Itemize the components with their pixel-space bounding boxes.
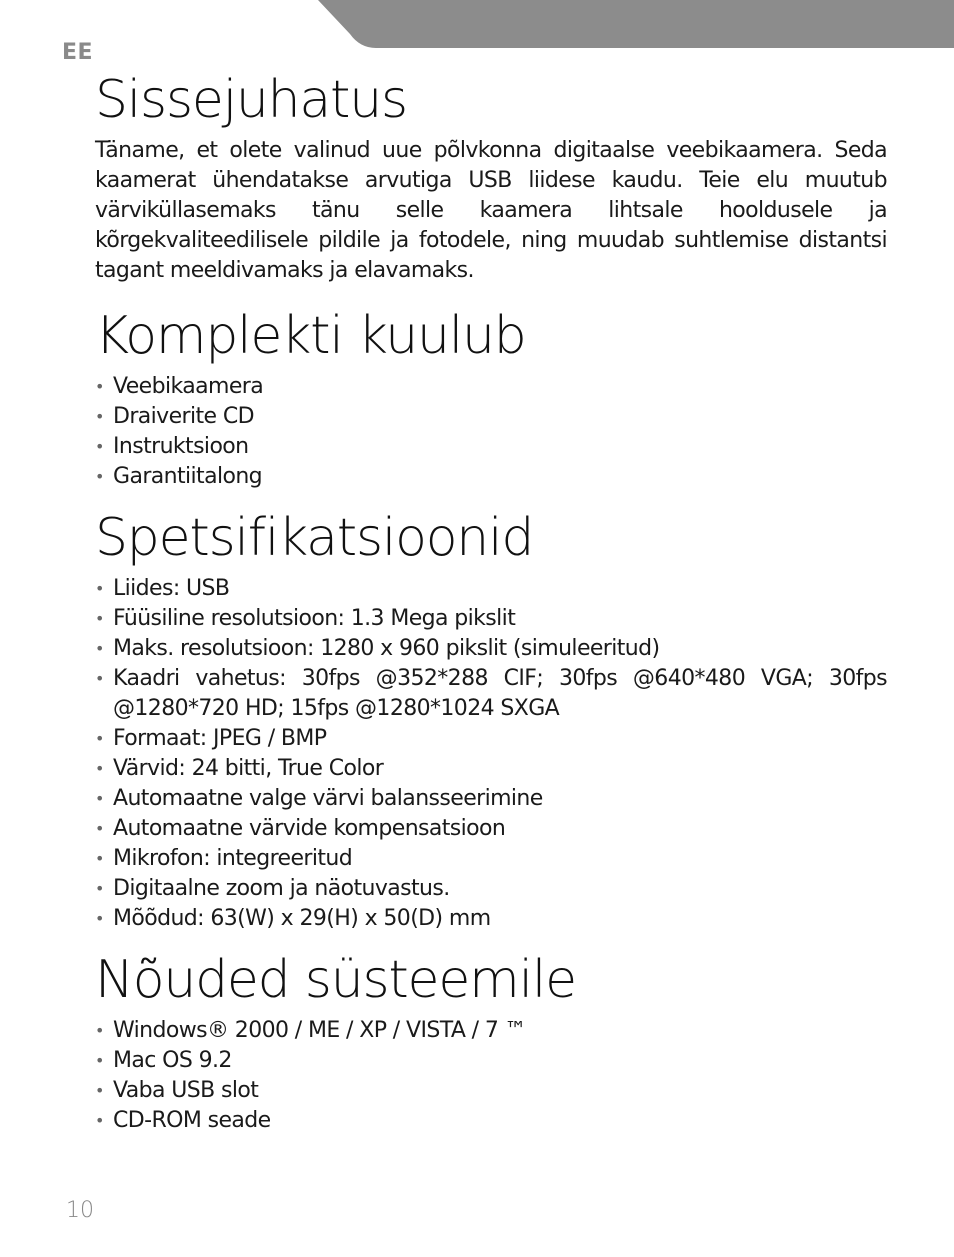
section-specifications <box>95 506 887 934</box>
list-item: • Mac OS 9.2 <box>95 1046 887 1076</box>
list-item: • CD-ROM seade <box>95 1106 887 1136</box>
language-tag: EE <box>62 40 94 65</box>
section-package-contents <box>95 304 887 492</box>
introduction-paragraph: Täname, et olete valinud uue põlvkonna digitaalse veebikaamera. Seda kaamerat ühendatakse arvutiga USB liidese kaudu. Teie elu muutub värviküllasemaks tänu selle kaamera lihtsale hooldusele ja kõrgekvaliteedilisele pildile ja fotodele, ning muudab suhtlemise distantsi tagant meeldivamaks ja elavamaks. <box>95 138 887 283</box>
list-item: • Maks. resolutsioon: 1280 x 960 pikslit (simuleeritud) <box>95 634 887 664</box>
section-introduction <box>95 68 887 286</box>
section-title-package-contents: Komplekti kuulub <box>95 306 526 366</box>
section-title-specifications: Spetsifikatsioonid <box>95 508 534 568</box>
page-number: 10 <box>66 1198 94 1223</box>
document-body <box>95 68 887 1150</box>
list-item: • Windows® 2000 / ME / XP / VISTA / 7 ™ <box>95 1016 887 1046</box>
section-system-requirements <box>95 948 887 1136</box>
list-item: • Instruktsioon <box>95 432 887 462</box>
list-item: • Mikrofon: integreeritud <box>95 844 887 874</box>
list-item: • Kaadri vahetus: 30fps @352*288 CIF; 30fps @640*480 VGA; 30fps @1280*720 HD; 15fps @1280*1024 SXGA <box>95 664 887 724</box>
system-requirements-list <box>95 1016 887 1136</box>
section-title-introduction: Sissejuhatus <box>95 70 407 130</box>
package-contents-list <box>95 372 887 492</box>
list-item: • Formaat: JPEG / BMP <box>95 724 887 754</box>
list-item: • Füüsiline resolutsioon: 1.3 Mega pikslit <box>95 604 887 634</box>
list-item: • Garantiitalong <box>95 462 887 492</box>
list-item: • Liides: USB <box>95 574 887 604</box>
list-item: • Vaba USB slot <box>95 1076 887 1106</box>
list-item: • Digitaalne zoom ja näotuvastus. <box>95 874 887 904</box>
specifications-list <box>95 574 887 934</box>
header-corner-tab <box>0 0 954 48</box>
list-item: • Automaatne valge värvi balansseerimine <box>95 784 887 814</box>
list-item: • Automaatne värvide kompensatsioon <box>95 814 887 844</box>
section-title-system-requirements: Nõuded süsteemile <box>95 950 576 1010</box>
list-item: • Värvid: 24 bitti, True Color <box>95 754 887 784</box>
list-item: • Draiverite CD <box>95 402 887 432</box>
list-item: • Mõõdud: 63(W) x 29(H) x 50(D) mm <box>95 904 887 934</box>
list-item: • Veebikaamera <box>95 372 887 402</box>
